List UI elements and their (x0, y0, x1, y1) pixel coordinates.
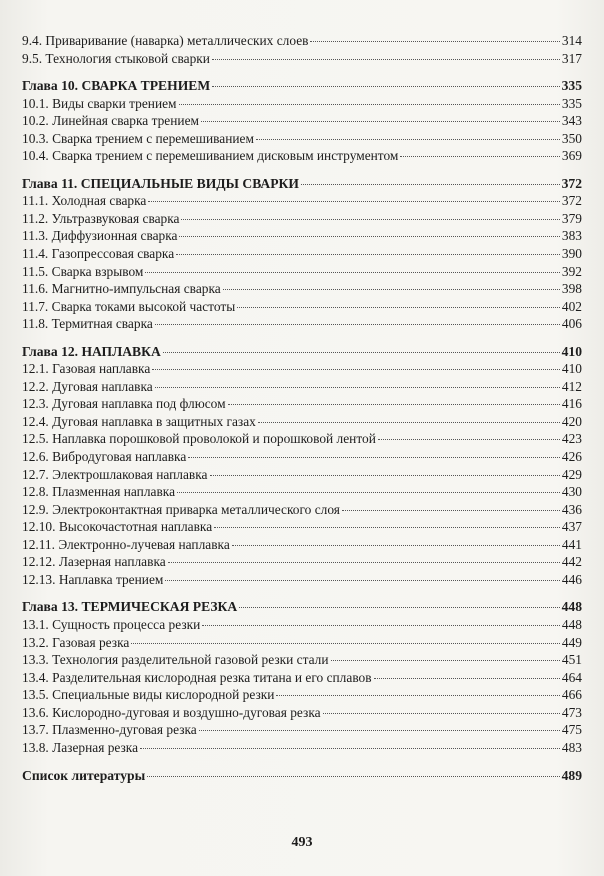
toc-entry (22, 651, 582, 669)
dot-leader (131, 643, 560, 644)
entry-page-number: 416 (561, 396, 582, 412)
chapter-title: Глава 12. НАПЛАВКА (22, 343, 161, 359)
entry-page-number: 466 (561, 687, 582, 703)
section-spacer (22, 588, 582, 598)
toc-entry (22, 739, 582, 757)
entry-title: 11.4. Газопрессовая сварка (22, 246, 175, 262)
entry-title: 13.7. Плазменно-дуговая резка (22, 722, 197, 738)
toc-entry (22, 298, 582, 316)
toc-entry (22, 395, 582, 413)
entry-page-number: 448 (561, 616, 582, 632)
table-of-contents (22, 32, 582, 785)
dot-leader (165, 580, 560, 581)
entry-page-number: 317 (561, 50, 582, 66)
entry-page-number: 473 (561, 704, 582, 720)
toc-entry (22, 147, 582, 165)
dot-leader (237, 307, 560, 308)
entry-page-number: 426 (561, 449, 582, 465)
entry-title: 10.4. Сварка трением с перемешиванием дисковым инструментом (22, 148, 399, 164)
entry-page-number: 464 (561, 669, 582, 685)
entry-title: 11.7. Сварка токами высокой частоты (22, 298, 236, 314)
dot-leader (374, 678, 560, 679)
entry-page-number: 483 (561, 739, 582, 755)
dot-leader (201, 121, 560, 122)
entry-page-number: 412 (561, 378, 582, 394)
dot-leader (214, 527, 560, 528)
entry-page-number: 383 (561, 228, 582, 244)
entry-page-number: 390 (561, 246, 582, 262)
dot-leader (310, 41, 559, 42)
dot-leader (202, 625, 560, 626)
entry-title: 12.13. Наплавка трением (22, 571, 164, 587)
entry-title: 12.6. Вибродуговая наплавка (22, 449, 187, 465)
dot-leader (258, 422, 560, 423)
entry-page-number: 392 (561, 263, 582, 279)
entry-title: 12.9. Электроконтактная приварка металлического слоя (22, 501, 340, 517)
dot-leader (145, 272, 560, 273)
toc-entry (22, 518, 582, 536)
toc-chapter-entry (22, 767, 582, 785)
toc-entry (22, 501, 582, 519)
toc-entry (22, 227, 582, 245)
dot-leader (155, 387, 560, 388)
dot-leader (147, 776, 559, 777)
dot-leader (152, 369, 560, 370)
dot-leader (210, 475, 560, 476)
entry-page-number: 436 (561, 501, 582, 517)
entry-title: 9.5. Технология стыковой сварки (22, 50, 210, 66)
toc-entry (22, 112, 582, 130)
entry-title: 12.7. Электрошлаковая наплавка (22, 466, 208, 482)
section-spacer (22, 756, 582, 767)
entry-title: 11.2. Ультразвуковая сварка (22, 210, 180, 226)
entry-title: 13.8. Лазерная резка (22, 739, 139, 755)
entry-page-number: 372 (561, 193, 582, 209)
dot-leader (232, 545, 560, 546)
toc-entry (22, 616, 582, 634)
entry-page-number: 429 (561, 466, 582, 482)
dot-leader (140, 748, 560, 749)
entry-page-number: 441 (561, 536, 582, 552)
toc-entry (22, 360, 582, 378)
chapter-title: Глава 13. ТЕРМИЧЕСКАЯ РЕЗКА (22, 599, 238, 615)
toc-entry (22, 413, 582, 431)
entry-page-number: 379 (561, 210, 582, 226)
toc-entry (22, 130, 582, 148)
toc-entry (22, 280, 582, 298)
dot-leader (212, 59, 560, 60)
toc-entry (22, 315, 582, 333)
section-spacer (22, 165, 582, 175)
toc-entry (22, 192, 582, 210)
entry-title: 9.4. Приваривание (наварка) металлических слоев (22, 33, 309, 48)
entry-page-number: 406 (561, 316, 582, 332)
entry-page-number: 314 (561, 33, 582, 48)
entry-page-number: 449 (561, 634, 582, 650)
entry-page-number: 430 (561, 484, 582, 500)
dot-leader (168, 562, 560, 563)
entry-page-number: 423 (561, 431, 582, 447)
entry-page-number: 410 (561, 343, 582, 359)
entry-title: 11.5. Сварка взрывом (22, 263, 144, 279)
entry-page-number: 343 (561, 113, 582, 129)
dot-leader (179, 104, 560, 105)
toc-entry (22, 634, 582, 652)
toc-entry (22, 430, 582, 448)
toc-entry (22, 448, 582, 466)
dot-leader (179, 236, 559, 237)
dot-leader (276, 695, 560, 696)
dot-leader (323, 713, 560, 714)
entry-title: 10.1. Виды сварки трением (22, 95, 177, 111)
toc-entry (22, 466, 582, 484)
chapter-title: Список литературы (22, 768, 146, 784)
entry-title: 13.5. Специальные виды кислородной резки (22, 687, 275, 703)
toc-entry (22, 483, 582, 501)
dot-leader (228, 404, 560, 405)
entry-title: 12.10. Высокочастотная наплавка (22, 519, 213, 535)
entry-page-number: 442 (561, 554, 582, 570)
toc-entry (22, 721, 582, 739)
entry-title: 11.6. Магнитно-импульсная сварка (22, 281, 221, 297)
dot-leader (256, 139, 560, 140)
dot-leader (148, 201, 560, 202)
entry-title: 10.2. Линейная сварка трением (22, 113, 199, 129)
toc-entry (22, 32, 582, 50)
entry-title: 13.1. Сущность процесса резки (22, 616, 201, 632)
dot-leader (176, 254, 560, 255)
chapter-title: Глава 10. СВАРКА ТРЕНИЕМ (22, 78, 211, 94)
entry-title: 12.5. Наплавка порошковой проволокой и порошковой лентой (22, 431, 376, 447)
entry-page-number: 451 (561, 652, 582, 668)
entry-title: 13.6. Кислородно-дуговая и воздушно-дуговая резка (22, 704, 321, 720)
dot-leader (331, 660, 560, 661)
section-spacer (22, 333, 582, 343)
toc-entry (22, 553, 582, 571)
toc-entry (22, 50, 582, 68)
dot-leader (400, 156, 560, 157)
dot-leader (199, 730, 560, 731)
entry-page-number: 448 (561, 599, 582, 615)
dot-leader (301, 184, 560, 185)
toc-entry (22, 571, 582, 589)
toc-entry (22, 263, 582, 281)
dot-leader (342, 510, 560, 511)
entry-page-number: 335 (561, 78, 582, 94)
dot-leader (378, 439, 560, 440)
entry-page-number: 489 (561, 768, 582, 784)
entry-page-number: 446 (561, 571, 582, 587)
toc-chapter-entry (22, 175, 582, 193)
entry-page-number: 402 (561, 298, 582, 314)
toc-entry (22, 686, 582, 704)
dot-leader (177, 492, 560, 493)
toc-entry (22, 95, 582, 113)
entry-page-number: 335 (561, 95, 582, 111)
entry-page-number: 369 (561, 148, 582, 164)
dot-leader (223, 289, 560, 290)
toc-chapter-entry (22, 77, 582, 95)
toc-entry (22, 245, 582, 263)
toc-chapter-entry (22, 343, 582, 361)
section-spacer (22, 67, 582, 77)
toc-entry (22, 536, 582, 554)
entry-title: 11.3. Диффузионная сварка (22, 228, 178, 244)
chapter-title: Глава 11. СПЕЦИАЛЬНЫЕ ВИДЫ СВАРКИ (22, 175, 299, 191)
dot-leader (188, 457, 560, 458)
toc-entry (22, 210, 582, 228)
entry-title: 12.3. Дуговая наплавка под флюсом (22, 396, 226, 412)
entry-title: 10.3. Сварка трением с перемешиванием (22, 130, 254, 146)
page-number: 493 (291, 835, 313, 850)
toc-entry (22, 704, 582, 722)
dot-leader (155, 324, 560, 325)
dot-leader (163, 352, 560, 353)
entry-title: 13.3. Технология разделительной газовой резки стали (22, 652, 329, 668)
entry-page-number: 437 (561, 519, 582, 535)
dot-leader (181, 219, 559, 220)
entry-title: 12.1. Газовая наплавка (22, 361, 151, 377)
entry-page-number: 420 (561, 413, 582, 429)
entry-title: 11.8. Термитная сварка (22, 316, 153, 332)
entry-title: 12.8. Плазменная наплавка (22, 484, 176, 500)
entry-title: 12.11. Электронно-лучевая наплавка (22, 536, 230, 552)
toc-entry (22, 378, 582, 396)
entry-page-number: 475 (561, 722, 582, 738)
dot-leader (239, 607, 559, 608)
entry-title: 13.4. Разделительная кислородная резка титана и его сплавов (22, 669, 372, 685)
entry-page-number: 398 (561, 281, 582, 297)
dot-leader (212, 86, 559, 87)
toc-chapter-entry (22, 598, 582, 616)
entry-page-number: 410 (561, 361, 582, 377)
entry-title: 11.1. Холодная сварка (22, 193, 147, 209)
entry-title: 13.2. Газовая резка (22, 634, 130, 650)
entry-title: 12.2. Дуговая наплавка (22, 378, 153, 394)
toc-entry (22, 669, 582, 687)
entry-title: 12.4. Дуговая наплавка в защитных газах (22, 413, 256, 429)
entry-page-number: 372 (561, 175, 582, 191)
entry-page-number: 350 (561, 130, 582, 146)
entry-title: 12.12. Лазерная наплавка (22, 554, 166, 570)
